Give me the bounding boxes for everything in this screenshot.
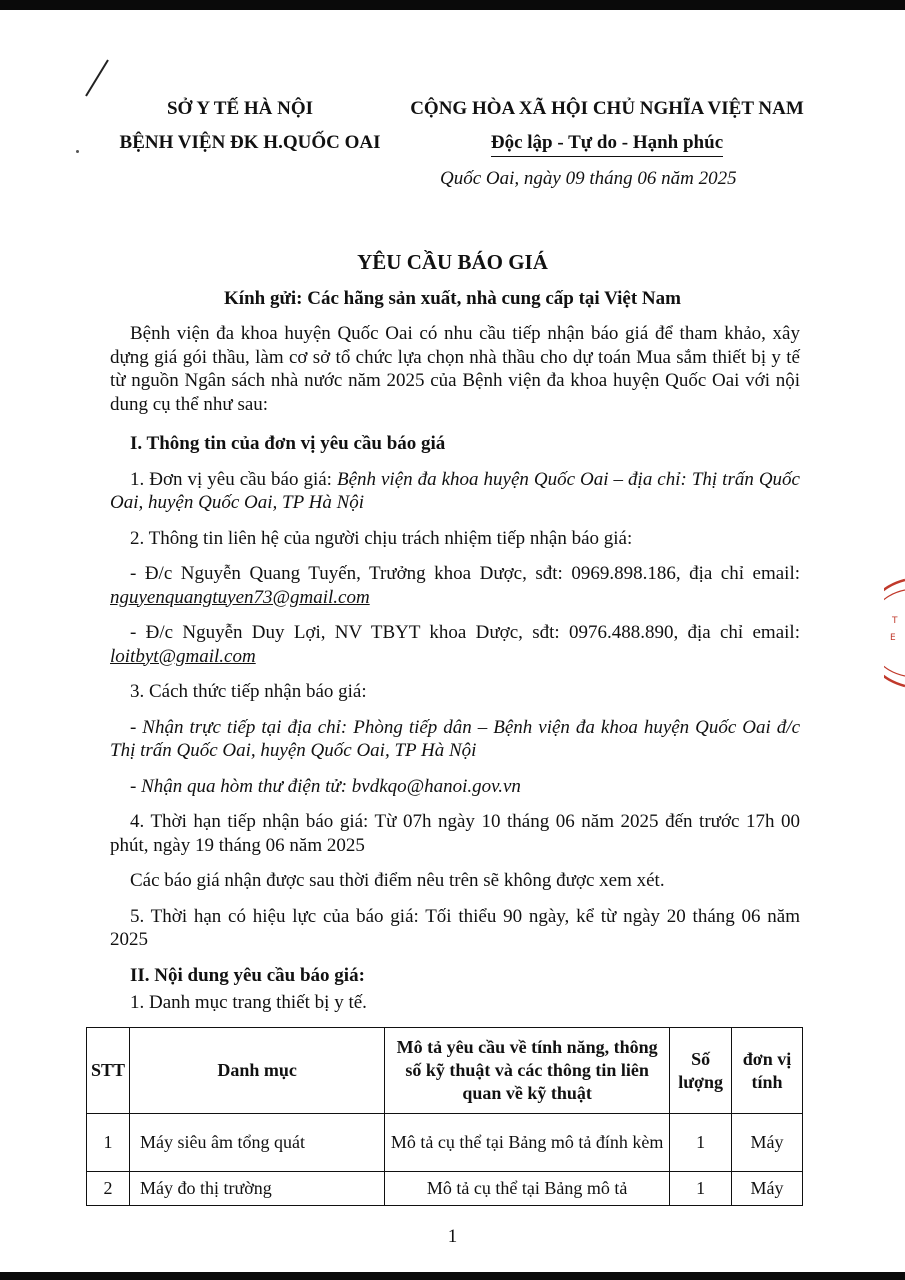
svg-text:E: E — [890, 633, 896, 643]
page-number: 1 — [447, 1226, 458, 1247]
equipment-table — [86, 1027, 803, 1206]
deadline: 4. Thời hạn tiếp nhận báo giá: Từ 07h ngày 10 tháng 06 năm 2025 đến trước 17h 00 phút, ngày 19 tháng 06 năm 2025 — [110, 811, 800, 856]
equipment-list-title: 1. Danh mục trang thiết bị y tế. — [130, 992, 367, 1013]
late-note: Các báo giá nhận được sau thời điểm nêu trên sẽ không được xem xét. — [130, 870, 665, 891]
table-row — [87, 1172, 803, 1206]
receive-email — [110, 775, 800, 799]
row-stt: 1 — [87, 1114, 130, 1172]
header-stt: STT — [87, 1028, 130, 1114]
table-header-row — [87, 1028, 803, 1114]
contact-1-email-link[interactable]: nguyenquangtuyen73@gmail.com — [110, 586, 370, 608]
ink-dot — [76, 150, 79, 153]
intro-paragraph: Bệnh viện đa khoa huyện Quốc Oai có nhu cầu tiếp nhận báo giá để tham khảo, xây dựng giá gói thầu, làm cơ sở tổ chức lựa chọn nhà thầu cho dự toán Mua sắm thiết bị y tế từ nguồn Ngân sách nhà nước năm 2025 của Bệnh viện đa khoa huyện Quốc Oai với nội dung cụ thể như sau: — [110, 323, 800, 415]
row-desc: Mô tả cụ thể tại Bảng mô tả đính kèm — [385, 1114, 670, 1172]
svg-text:T: T — [892, 616, 898, 626]
requesting-unit-label: 1. Đơn vị yêu cầu báo giá: — [130, 468, 337, 490]
row-stt: 2 — [87, 1172, 130, 1206]
national-motto: Độc lập - Tự do - Hạnh phúc — [491, 130, 723, 157]
contact-1-text: - Đ/c Nguyễn Quang Tuyến, Trưởng khoa Dược, sđt: 0969.898.186, địa chỉ email: — [130, 563, 800, 584]
receive-method-label: 3. Cách thức tiếp nhận báo giá: — [130, 681, 367, 702]
document-date: Quốc Oai, ngày 09 tháng 06 năm 2025 — [440, 168, 737, 189]
row-name: Máy siêu âm tổng quát — [130, 1114, 385, 1172]
scan-top-border — [0, 0, 905, 10]
requesting-unit — [110, 468, 800, 515]
contact-info-label: 2. Thông tin liên hệ của người chịu trách nhiệm tiếp nhận báo giá: — [130, 527, 633, 549]
agency-name: SỞ Y TẾ HÀ NỘI — [166, 98, 314, 119]
receive-email-label: - Nhận qua hòm thư điện tử: — [130, 775, 352, 797]
section-2-heading: II. Nội dung yêu cầu báo giá: — [130, 964, 365, 986]
contact-1 — [110, 562, 800, 609]
document-title: YÊU CẦU BÁO GIÁ — [357, 250, 548, 274]
row-qty: 1 — [670, 1172, 732, 1206]
header-desc: Mô tả yêu cầu về tính năng, thông số kỹ thuật và các thông tin liên quan về kỹ thuật — [385, 1028, 670, 1114]
validity-period: 5. Thời hạn có hiệu lực của báo giá: Tối thiểu 90 ngày, kể từ ngày 20 tháng 06 năm 2025 — [110, 905, 800, 950]
requesting-unit-value: Bệnh viện đa khoa huyện Quốc Oai – địa chỉ: Thị trấn Quốc Oai, huyện Quốc Oai, TP Hà Nội — [110, 468, 800, 513]
receive-email-address[interactable]: bvdkqo@hanoi.gov.vn — [351, 775, 521, 797]
recipient-line: Kính gửi: Các hãng sản xuất, nhà cung cấp tại Việt Nam — [224, 288, 681, 309]
document-body — [110, 322, 800, 1027]
row-unit: Máy — [732, 1172, 803, 1206]
section-1-heading: I. Thông tin của đơn vị yêu cầu báo giá — [130, 433, 446, 454]
row-unit: Máy — [732, 1114, 803, 1172]
receive-direct: - Nhận trực tiếp tại địa chỉ: Phòng tiếp dân – Bệnh viện đa khoa huyện Quốc Oai đ/c Thị trấn Quốc Oai, huyện Quốc Oai, TP Hà Nội — [110, 716, 800, 761]
republic-name: CỘNG HÒA XÃ HỘI CHỦ NGHĨA VIỆT NAM — [410, 98, 804, 119]
row-desc: Mô tả cụ thể tại Bảng mô tả — [385, 1172, 670, 1206]
issuer-header — [100, 92, 400, 160]
contact-2 — [110, 621, 800, 668]
table-row — [87, 1114, 803, 1172]
header-name: Danh mục — [130, 1028, 385, 1114]
contact-2-text: - Đ/c Nguyễn Duy Lợi, NV TBYT khoa Dược, sđt: 0976.488.890, địa chỉ email: — [130, 622, 800, 643]
contact-2-email-link[interactable]: loitbyt@gmail.com — [110, 645, 256, 667]
header-qty: Số lượng — [670, 1028, 732, 1114]
hospital-name: BỆNH VIỆN ĐK H.QUỐC OAI — [119, 132, 381, 153]
row-qty: 1 — [670, 1114, 732, 1172]
header-unit: đơn vị tính — [732, 1028, 803, 1114]
scan-bottom-border — [0, 1272, 905, 1280]
row-name: Máy đo thị trường — [130, 1172, 385, 1206]
national-header — [392, 92, 822, 160]
red-stamp-edge — [884, 578, 905, 688]
